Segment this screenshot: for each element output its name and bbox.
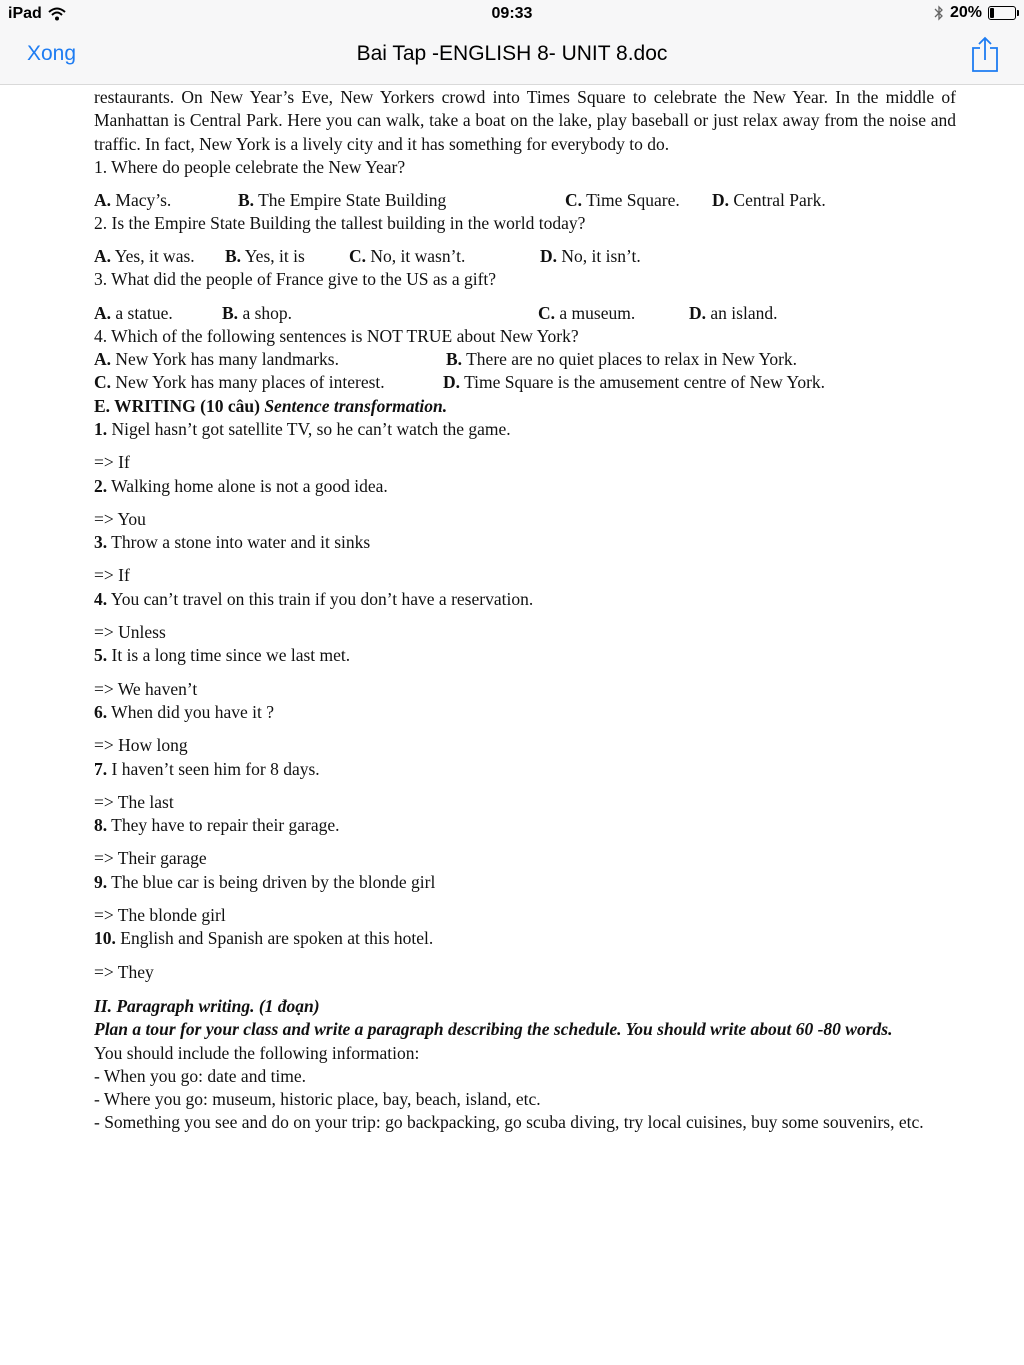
q3-option-b: B. a shop. xyxy=(222,302,293,323)
q2-option-c: C. No, it wasn’t. xyxy=(349,246,466,267)
document-content xyxy=(94,86,956,1135)
bluetooth-icon xyxy=(934,5,944,21)
reading-passage: restaurants. On New Year’s Eve, New Yorkers crowd into Times Square to celebrate the New Year. In the middle of Manhattan is Central Park. Here you can walk, take a boat on the lake, play baseball or just relax away from the noise and traffic. In fact, New York is a lively city and it has something for everybody to do. xyxy=(94,87,956,154)
question-2: 2. Is the Empire State Building the tallest building in the world today? xyxy=(94,213,586,234)
battery-icon xyxy=(988,6,1016,20)
q1-option-c: C. Time Square. xyxy=(565,190,680,211)
transformation-item: 6. When did you have it ? => How long xyxy=(94,701,274,756)
q4-option-a: A. New York has many landmarks. xyxy=(94,349,339,370)
writing-heading: E. WRITING (10 câu) Sentence transformation. xyxy=(94,395,448,416)
q2-option-b: B. Yes, it is xyxy=(225,246,305,267)
q1-option-b: B. The Empire State Building xyxy=(238,190,447,211)
transformation-item: 4. You can’t travel on this train if you don’t have a reservation. => Unless xyxy=(94,588,534,643)
question-4: 4. Which of the following sentences is NOT TRUE about New York? xyxy=(94,325,579,346)
document-title: Bai Tap -ENGLISH 8- UNIT 8.doc xyxy=(356,42,668,65)
paragraph-heading: II. Paragraph writing. (1 đoạn) xyxy=(94,995,320,1016)
share-icon[interactable] xyxy=(970,36,1000,74)
transformation-item: 8. They have to repair their garage. => Their garage xyxy=(94,815,340,869)
transformation-item: 7. I haven’t seen him for 8 days. => The last xyxy=(94,758,320,812)
status-time: 09:33 xyxy=(491,5,533,22)
question-3: 3. What did the people of France give to the US as a gift? xyxy=(94,269,497,290)
transformation-item: 1. Nigel hasn’t got satellite TV, so he can’t watch the game. => If xyxy=(94,418,511,473)
q3-option-a: A. a statue. xyxy=(94,302,173,323)
paragraph-task: Plan a tour for your class and write a paragraph describing the schedule. You should write about 60 -80 words. xyxy=(94,1019,893,1040)
transformation-item: 10. English and Spanish are spoken at this hotel. => They xyxy=(94,928,434,982)
q4-option-d: D. Time Square is the amusement centre of New York. xyxy=(443,372,826,393)
q1-option-a: A. Macy’s. xyxy=(94,190,172,211)
transformation-item: 2. Walking home alone is not a good idea. => You xyxy=(94,475,388,529)
q3-option-d: D. an island. xyxy=(689,302,778,323)
transformation-item: 3. Throw a stone into water and it sinks => If xyxy=(94,532,371,586)
device-name: iPad xyxy=(8,5,42,22)
transformation-list xyxy=(94,418,956,984)
transformation-item: 9. The blue car is being driven by the blonde girl => The blonde girl xyxy=(94,871,436,926)
include-intro: You should include the following information: xyxy=(94,1042,420,1063)
transformation-item: 5. It is a long time since we last met. => We haven’t xyxy=(94,645,351,699)
question-1: 1. Where do people celebrate the New Year? xyxy=(94,156,406,177)
battery-percent: 20% xyxy=(949,4,982,21)
q2-option-a: A. Yes, it was. xyxy=(94,246,195,267)
q2-option-d: D. No, it isn’t. xyxy=(540,246,641,267)
bullet-item: - When you go: date and time. xyxy=(94,1065,307,1086)
q4-option-c: C. New York has many places of interest. xyxy=(94,372,385,393)
done-button[interactable]: Xong xyxy=(27,42,77,65)
bullet-item: - Where you go: museum, historic place, bay, beach, island, etc. xyxy=(94,1089,541,1110)
q4-option-b: B. There are no quiet places to relax in New York. xyxy=(446,349,798,370)
q1-option-d: D. Central Park. xyxy=(712,190,826,211)
status-bar xyxy=(0,0,1024,28)
nav-bar xyxy=(0,28,1024,85)
bullet-item: - Something you see and do on your trip: go backpacking, go scuba diving, try local cuisines, buy some souvenirs, etc. xyxy=(94,1112,924,1133)
q3-option-c: C. a museum. xyxy=(538,302,636,323)
